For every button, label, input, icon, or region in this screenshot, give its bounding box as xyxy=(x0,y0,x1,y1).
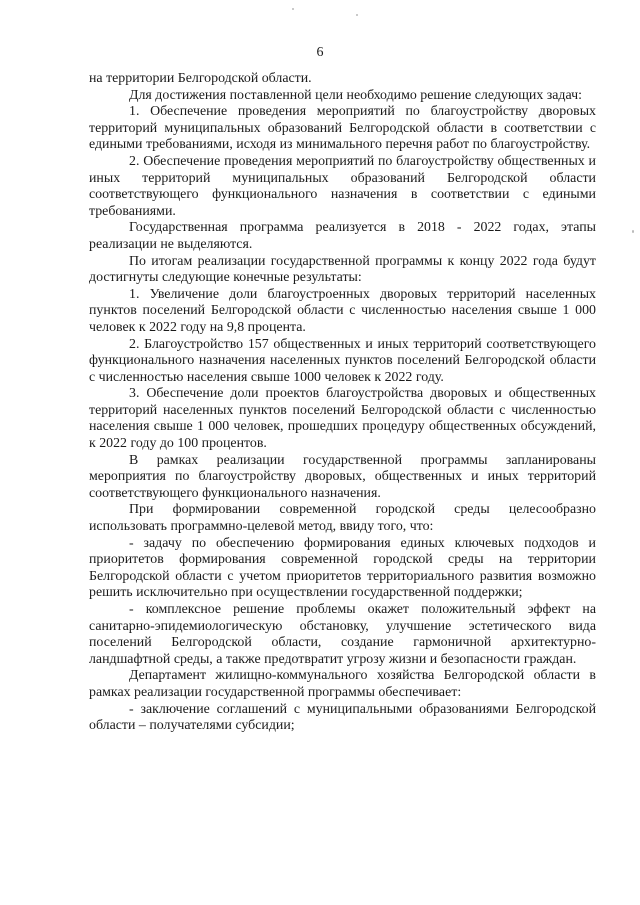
paragraph: 2. Благоустройство 157 общественных и иных территорий соответствующего функционального назначения населенных пунктов поселений Белгородской области с численностью населения свыше 1000 человек к 2022 году. xyxy=(89,336,596,385)
paragraph: 3. Обеспечение доли проектов благоустройства дворовых и общественных территорий населенных пунктов поселений Белгородской области с численностью населения свыше 1 000 человек, прошедших процедуру общественных обсуждений, к 2022 году до 100 процентов. xyxy=(89,386,596,452)
paragraph: 1. Увеличение доли благоустроенных дворовых территорий населенных пунктов поселений Белгородской области с численностью населения свыше 1 000 человек к 2022 году на 9,8 процента. xyxy=(89,286,596,335)
paragraph: 1. Обеспечение проведения мероприятий по благоустройству дворовых территорий муниципальных образований Белгородской области в соответствии с едиными требованиями, исходя из минимального перечня работ по благоустройству. xyxy=(89,104,596,153)
paragraph: на территории Белгородской области. xyxy=(89,71,312,86)
document-body xyxy=(89,71,596,735)
scan-speck xyxy=(632,230,634,233)
paragraph: Для достижения поставленной цели необходимо решение следующих задач: xyxy=(129,87,582,103)
paragraph: При формировании современной городской среды целесообразно использовать программно-целевой метод, ввиду того, что: xyxy=(89,502,596,535)
paragraph: В рамках реализации государственной программы запланированы мероприятия по благоустройству дворовых, общественных и иных территорий соответствующего функционального назначения. xyxy=(89,452,596,501)
paragraph: - заключение соглашений с муниципальными образованиями Белгородской области – получателями субсидии; xyxy=(89,701,596,734)
paragraph: Департамент жилищно-коммунального хозяйства Белгородской области в рамках реализации государственной программы обеспечивает: xyxy=(89,668,596,700)
paragraph: 2. Обеспечение проведения мероприятий по благоустройству общественных и иных территорий муниципальных образований Белгородской области соответствующего функционального назначения в соответствии с едиными требованиями. xyxy=(89,153,596,219)
paragraph: По итогам реализации государственной программы к концу 2022 года будут достигнуты следующие конечные результаты: xyxy=(89,253,596,286)
paragraph: - задачу по обеспечению формирования единых ключевых подходов и приоритетов формирования современной городской среды на территории Белгородской области с учетом приоритетов территориального развития возможно решить исключительно при осуществлении государственной поддержки; xyxy=(89,535,596,601)
scan-speck xyxy=(292,8,294,10)
page-number: 6 xyxy=(316,45,324,60)
paragraph: - комплексное решение проблемы окажет положительный эффект на санитарно-эпидемиологическую обстановку, улучшение эстетического вида поселений Белгородской области, создание гармоничной архитектурно-ландшафтной среды, а также предотвратит угрозу жизни и безопасности граждан. xyxy=(89,602,596,667)
scan-speck xyxy=(356,14,358,16)
paragraph: Государственная программа реализуется в 2018 - 2022 годах, этапы реализации не выделяются. xyxy=(89,220,596,252)
